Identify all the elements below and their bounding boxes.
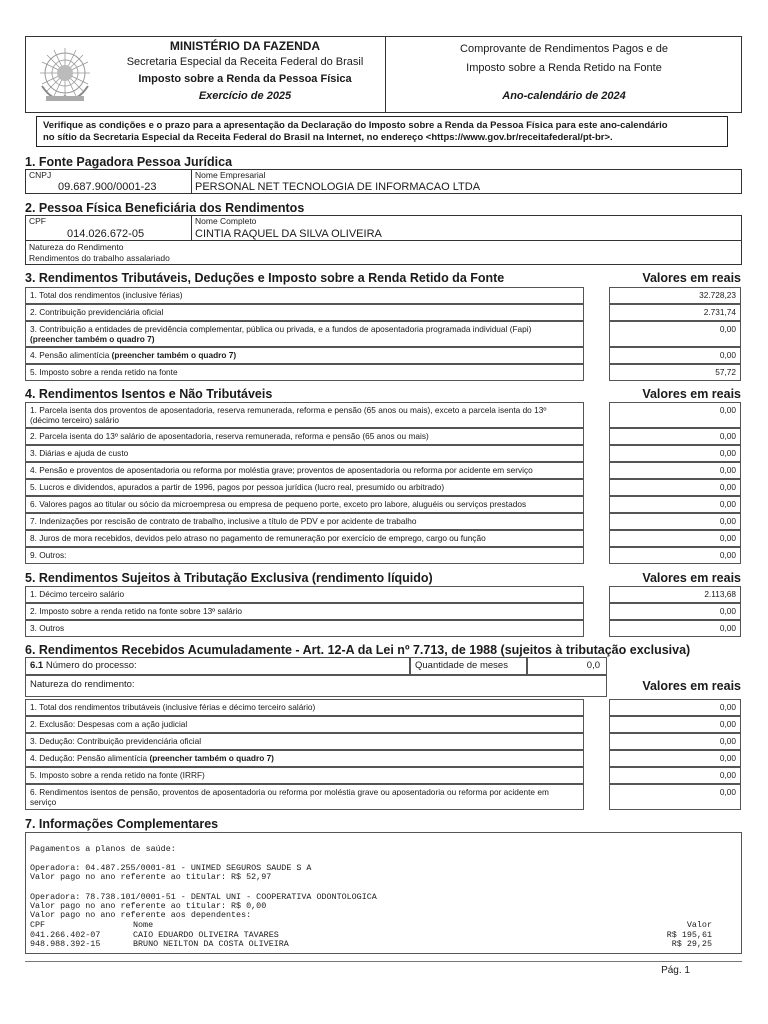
s5-row-3-desc: 3. Outros: [25, 620, 584, 637]
s6-row-4-note: (preencher também o quadro 7): [149, 753, 274, 763]
section-6-values-header: Valores em reais: [642, 679, 741, 693]
s6-row-2-value: 0,00: [609, 716, 741, 733]
beneficiary-row-divider: [25, 240, 742, 241]
process-number-label: Número do processo:: [43, 660, 137, 671]
section-4-title: 4. Rendimentos Isentos e Não Tributáveis: [25, 387, 273, 401]
s4-row-1-value: 0,00: [609, 402, 741, 428]
cnpj-label: CNPJ: [29, 170, 52, 180]
s4-row-4-desc: 4. Pensão e proventos de aposentadoria ou reforma por moléstia grave; proventos de aposentadoria ou reforma por acidente em serviço: [25, 462, 584, 479]
s6-row-4-text: 4. Dedução: Pensão alimentícia: [30, 753, 150, 763]
s6-row-6-text-cont: serviço: [30, 797, 57, 807]
company-name-label: Nome Empresarial: [195, 170, 266, 180]
footer-divider: [25, 961, 742, 962]
s4-row-1-text-cont: (décimo terceiro) salário: [30, 415, 119, 425]
s3-row-4-desc: [25, 347, 584, 364]
calendar-year: Ano-calendário de 2024: [502, 90, 626, 102]
s4-row-1-desc: [25, 402, 584, 428]
s6-row-3-value: 0,00: [609, 733, 741, 750]
months-value: 0,0: [586, 660, 600, 671]
s4-row-6-desc: 6. Valores pagos ao titular ou sócio da microempresa ou empresa de pequeno porte, exceto pro labore, aluguéis ou serviços prestados: [25, 496, 584, 513]
payer-divider: [191, 169, 192, 194]
process-number-box: [25, 657, 410, 675]
section-3-title: 3. Rendimentos Tributáveis, Deduções e Imposto sobre a Renda Retido da Fonte: [25, 271, 505, 285]
dependent-2-value: R$ 29,25: [671, 939, 712, 949]
income-nature-label: Natureza do Rendimento: [29, 242, 124, 252]
s6-row-5-value: 0,00: [609, 767, 741, 784]
months-value-box: [527, 657, 607, 675]
exercise-year: Exercício de 2025: [198, 90, 292, 102]
ministry-title: MINISTÉRIO DA FAZENDA: [169, 39, 321, 53]
s6-row-4-value: 0,00: [609, 750, 741, 767]
s3-row-5-value: 57,72: [609, 364, 741, 381]
s4-row-9-desc: 9. Outros:: [25, 547, 584, 564]
info-line-4: Operadora: 78.738.101/0001-51 - DENTAL UNI - COOPERATIVA ODONTOLOGICA: [30, 892, 377, 902]
tax-name: Imposto sobre a Renda da Pessoa Física: [138, 73, 352, 85]
dependents-col-cpf: CPF: [30, 920, 46, 930]
dependent-1-name: CAIO EDUARDO OLIVEIRA TAVARES: [133, 930, 279, 940]
s6-nature-label: Natureza do rendimento:: [30, 679, 135, 690]
dependent-1-value: R$ 195,61: [666, 930, 712, 940]
s6-row-2-desc: 2. Exclusão: Despesas com a ação judicial: [25, 716, 584, 733]
months-label: Quantidade de meses: [415, 660, 508, 671]
s5-row-2-desc: 2. Imposto sobre a renda retido na fonte sobre 13º salário: [25, 603, 584, 620]
dependent-2-name: BRUNO NEILTON DA COSTA OLIVEIRA: [133, 939, 289, 949]
income-nature-value: Rendimentos do trabalho assalariado: [29, 253, 170, 263]
section-5-values-header: Valores em reais: [642, 571, 741, 585]
dependent-2-cpf: 948.988.392-15: [30, 939, 101, 949]
full-name-value: CINTIA RAQUEL DA SILVA OLIVEIRA: [195, 228, 382, 240]
section-3-values-header: Valores em reais: [642, 271, 741, 285]
dependents-col-value: Valor: [686, 920, 712, 930]
notice-line-2: no sítio da Secretaria Especial da Receita Federal do Brasil na Internet, no endereço <https://www.gov.br/receitafederal/pt-br>.: [43, 131, 613, 143]
s4-row-1-text: 1. Parcela isenta dos proventos de aposentadoria, reserva remunerada, reforma e pensão (65 anos ou mais), exceto a parcela isenta do 13º: [30, 405, 547, 415]
s5-row-3-value: 0,00: [609, 620, 741, 637]
section-5-title: 5. Rendimentos Sujeitos à Tributação Exclusiva (rendimento líquido): [25, 571, 433, 585]
cpf-value: 014.026.672-05: [67, 228, 145, 240]
s4-row-9-value: 0,00: [609, 547, 741, 564]
s3-row-4-note: (preencher também o quadro 7): [111, 350, 237, 360]
document-title-line2: Imposto sobre a Renda Retido na Fonte: [466, 62, 662, 74]
secretariat-name: Secretaria Especial da Receita Federal do Brasil: [126, 56, 364, 68]
s3-row-3-value: 0,00: [609, 321, 741, 347]
section-1-title: 1. Fonte Pagadora Pessoa Jurídica: [25, 155, 233, 169]
notice-box: [36, 116, 728, 147]
full-name-label: Nome Completo: [195, 216, 257, 226]
s3-row-3-text: 3. Contribuição a entidades de previdência complementar, pública ou privada, e a fundos de aposentadoria programada individual (Fapi): [30, 324, 532, 334]
info-line-5: Valor pago no ano referente ao titular: R$ 0,00: [30, 901, 267, 911]
process-number-code: 6.1: [30, 660, 44, 671]
info-line-2: Operadora: 04.487.255/0001-81 - UNIMED SEGUROS SAUDE S A: [30, 863, 312, 873]
s3-row-3-note: (preencher também o quadro 7): [30, 334, 155, 344]
s5-row-1-desc: 1. Décimo terceiro salário: [25, 586, 584, 603]
s3-row-2-desc: 2. Contribuição previdenciária oficial: [25, 304, 584, 321]
s6-nature-box: [25, 675, 607, 697]
s6-row-5-desc: 5. Imposto sobre a renda retido na fonte (IRRF): [25, 767, 584, 784]
s4-row-8-value: 0,00: [609, 530, 741, 547]
section-2-title: 2. Pessoa Física Beneficiária dos Rendimentos: [25, 201, 305, 215]
s4-row-6-value: 0,00: [609, 496, 741, 513]
s3-row-1-value: 32.728,23: [609, 287, 741, 304]
s4-row-3-desc: 3. Diárias e ajuda de custo: [25, 445, 584, 462]
s3-row-4-value: 0,00: [609, 347, 741, 364]
s4-row-7-desc: 7. Indenizações por rescisão de contrato de trabalho, inclusive a título de PDV e por acidente de trabalho: [25, 513, 584, 530]
company-name-value: PERSONAL NET TECNOLOGIA DE INFORMACAO LTDA: [195, 181, 481, 193]
dependents-col-name: Nome: [133, 920, 154, 930]
s4-row-4-value: 0,00: [609, 462, 741, 479]
section-7-title: 7. Informações Complementares: [25, 817, 219, 831]
coat-of-arms: [34, 46, 96, 106]
s6-row-3-desc: 3. Dedução: Contribuição previdenciária oficial: [25, 733, 584, 750]
dependent-1-cpf: 041.266.402-07: [30, 930, 101, 940]
s4-row-3-value: 0,00: [609, 445, 741, 462]
s3-row-3-desc: [25, 321, 584, 347]
s6-row-4-desc: [25, 750, 584, 767]
s4-row-5-desc: 5. Lucros e dividendos, apurados a partir de 1996, pagos por pessoa jurídica (lucro real, presumido ou arbitrado): [25, 479, 584, 496]
s3-row-2-value: 2.731,74: [609, 304, 741, 321]
s4-row-2-value: 0,00: [609, 428, 741, 445]
s5-row-1-value: 2.113,68: [609, 586, 741, 603]
s6-row-6-value: 0,00: [609, 784, 741, 810]
s6-row-1-value: 0,00: [609, 699, 741, 716]
section-4-values-header: Valores em reais: [642, 387, 741, 401]
s3-row-5-desc: 5. Imposto sobre a renda retido na fonte: [25, 364, 584, 381]
s3-row-4-text: 4. Pensão alimentícia: [30, 350, 112, 360]
s4-row-7-value: 0,00: [609, 513, 741, 530]
info-line-3: Valor pago no ano referente ao titular: R$ 52,97: [30, 872, 272, 882]
s6-row-6-desc: [25, 784, 584, 810]
cnpj-value: 09.687.900/0001-23: [58, 181, 157, 193]
info-line-6: Valor pago no ano referente aos dependentes:: [30, 910, 252, 920]
s4-row-2-desc: 2. Parcela isenta do 13º salário de aposentadoria, reserva remunerada, reforma e pensão (65 anos ou mais): [25, 428, 584, 445]
months-label-box: [410, 657, 527, 675]
s5-row-2-value: 0,00: [609, 603, 741, 620]
info-line-1: Pagamentos a planos de saúde:: [30, 844, 176, 854]
beneficiary-divider: [191, 215, 192, 241]
s4-row-8-desc: 8. Juros de mora recebidos, devidos pelo atraso no pagamento de remuneração por exercício de emprego, cargo ou função: [25, 530, 584, 547]
section-6-title: 6. Rendimentos Recebidos Acumuladamente - Art. 12-A da Lei nº 7.713, de 1988 (sujeitos à tributação exclusiva): [25, 643, 691, 657]
document-title-line1: Comprovante de Rendimentos Pagos e de: [460, 43, 668, 55]
s3-row-1-desc: 1. Total dos rendimentos (inclusive férias): [25, 287, 584, 304]
cpf-label: CPF: [29, 216, 46, 226]
s6-row-1-desc: 1. Total dos rendimentos tributáveis (inclusive férias e décimo terceiro salário): [25, 699, 584, 716]
s4-row-5-value: 0,00: [609, 479, 741, 496]
s6-row-6-text: 6. Rendimentos isentos de pensão, proventos de aposentadoria ou reforma por moléstia grave ou aposentadoria ou reforma por acidente em: [30, 787, 549, 797]
notice-line-1: Verifique as condições e o prazo para a apresentação da Declaração do Imposto sobre a Renda da Pessoa Física para este ano-calendário: [43, 120, 668, 131]
page-number: Pág. 1: [661, 965, 690, 976]
